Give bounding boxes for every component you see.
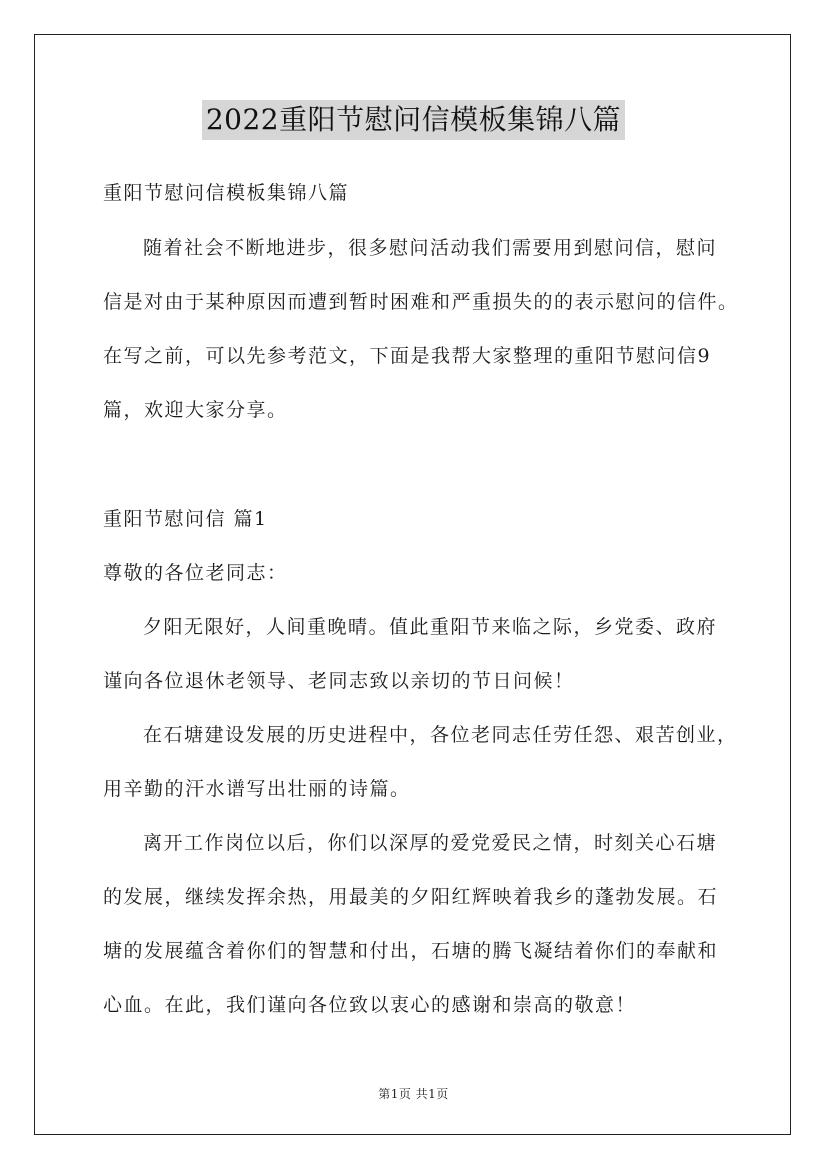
intro-line-3: 在写之前，可以先参考范文，下面是我帮大家整理的重阳节慰问信9 [103, 345, 712, 367]
section-heading: 重阳节慰问信 篇1 [103, 508, 268, 530]
page-number-footer: 第1页 共1页 [378, 1087, 449, 1101]
body-line-3: 在石塘建设发展的历史进程中，各位老同志任劳任怨、艰苦创业， [143, 724, 738, 746]
body-line-1: 夕阳无限好，人间重晚晴。值此重阳节来临之际，乡党委、政府 [143, 616, 718, 638]
intro-line-1: 随着社会不断地进步，很多慰问活动我们需要用到慰问信，慰问 [143, 237, 718, 259]
body-line-6: 的发展，继续发挥余热，用最美的夕阳红辉映着我乡的蓬勃发展。石 [103, 886, 719, 908]
subtitle-line: 重阳节慰问信模板集锦八篇 [103, 182, 350, 204]
document-title: 2022重阳节慰问信模板集锦八篇 [202, 100, 625, 140]
body-line-2: 谨向各位退休老领导、老同志致以亲切的节日问候！ [103, 670, 575, 692]
salutation: 尊敬的各位老同志： [103, 562, 288, 584]
intro-line-2: 信是对由于某种原因而遭到暂时困难和严重损失的的表示慰问的信件。 [103, 291, 739, 313]
body-line-7: 塘的发展蕴含着你们的智慧和付出，石塘的腾飞凝结着你们的奉献和 [103, 940, 719, 962]
body-line-8: 心血。在此，我们谨向各位致以衷心的感谢和崇高的敬意！ [103, 994, 637, 1016]
body-line-4: 用辛勤的汗水谱写出壮丽的诗篇。 [103, 778, 411, 800]
intro-line-4: 篇，欢迎大家分享。 [103, 399, 288, 421]
title-container [0, 100, 827, 140]
body-line-5: 离开工作岗位以后，你们以深厚的爱党爱民之情，时刻关心石塘 [143, 832, 718, 854]
